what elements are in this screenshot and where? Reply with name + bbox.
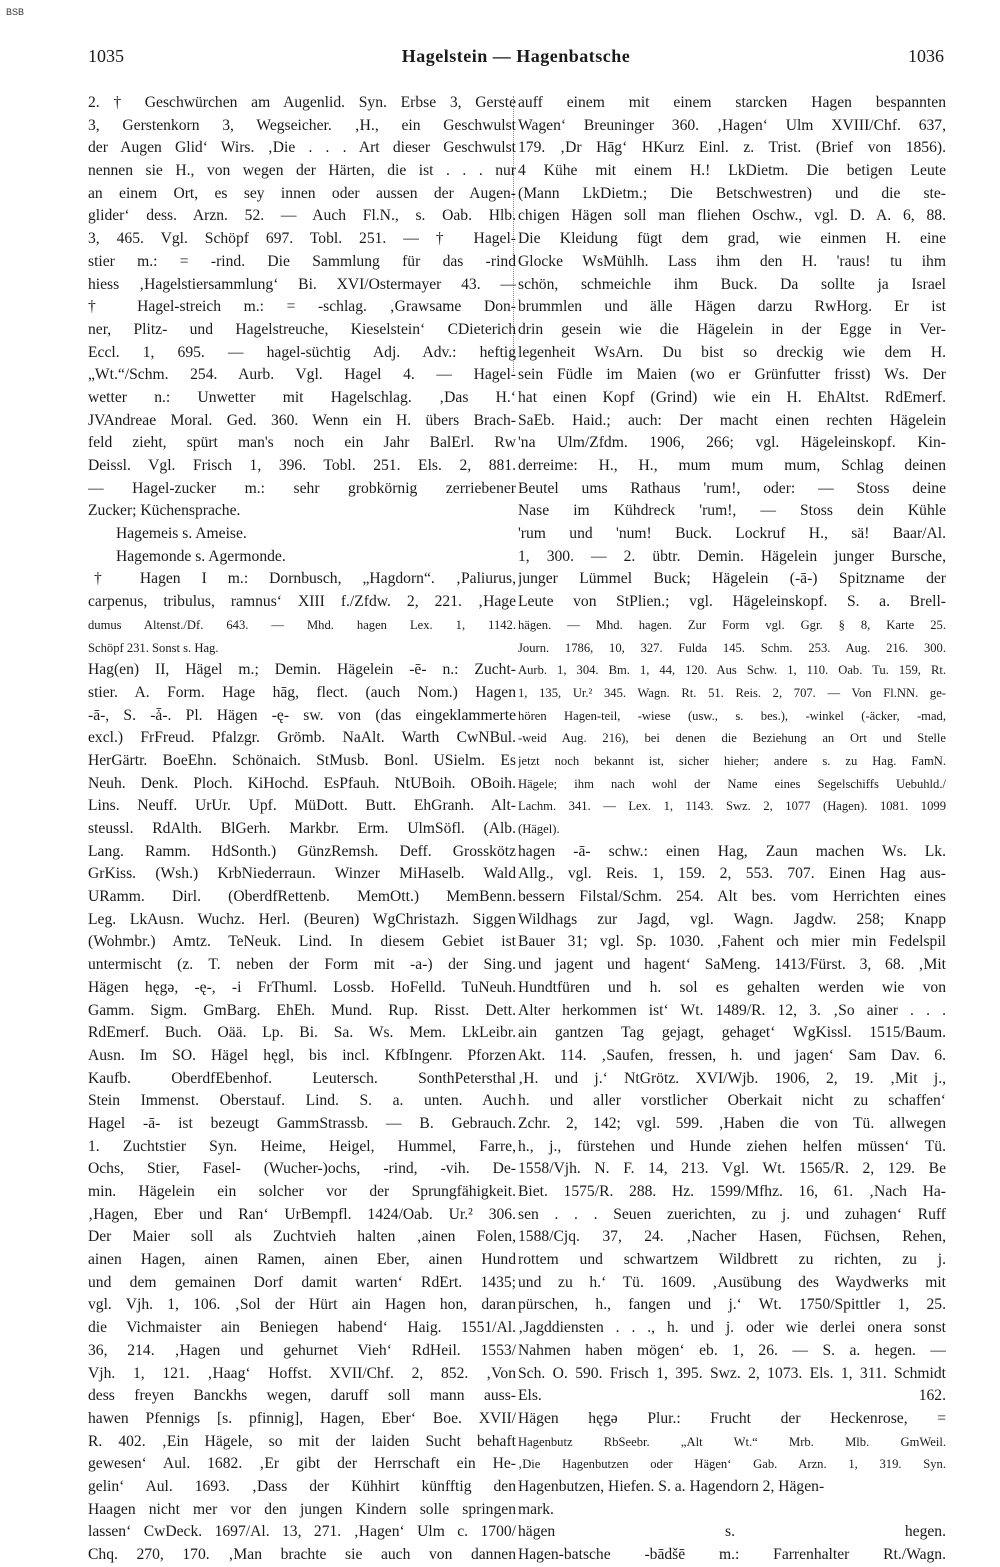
text-line: Lins. Neuff. UrUr. Upf. MüDott. Butt. EhGranh. Alt- <box>88 797 516 815</box>
text-line: Leg. LkAusn. Wuchz. Herl. (Beuren) WgChristazh. Siggen <box>88 910 516 928</box>
text-line: carpenus, tribulus, ramnus‘ XIII f./Zfdw. 2, 221. ‚Hage <box>88 593 516 611</box>
text-line: schön, schmeichle ihm Buck. Da sollte ja Israel <box>518 275 946 293</box>
text-line: hägen. — Mhd. hagen. Zur Form vgl. Ggr. § 8, Karte 25. <box>518 617 946 632</box>
text-line: stier. A. Form. Hage hāg, flect. (auch Nom.) Hagen <box>88 683 516 701</box>
text-line: Beutel ums Rathaus 'rum!, oder: — Stoss deine <box>518 479 946 497</box>
text-line: und dem gemainen Dorf damit warten‘ RdErt. 1435; <box>88 1273 516 1291</box>
text-line: junger Lümmel Buck; Hägelein (-ā-) Spitzname der <box>518 570 946 588</box>
text-line: Zucker; Küchensprache. <box>88 502 241 520</box>
text-line: hägen s. hegen. <box>518 1523 946 1541</box>
text-line: Zchr. 2, 142; vgl. 599. ‚Haben die von Tü. allwegen <box>518 1114 946 1132</box>
text-line: Ausn. Im SO. Hägel hęgl, bis incl. KfbIngenr. Pforzen <box>88 1046 516 1064</box>
left-column <box>88 92 516 1567</box>
text-line: chigen Hägen soll man fliehen Oschw., vgl. D. A. 6, 88. <box>518 207 946 225</box>
text-line: Wildhags zur Jagd, vgl. Wagn. Jagdw. 258; Knapp <box>518 910 946 928</box>
text-line: 1588/Cjq. 37, 24. ‚Nacher Hasen, Füchsen, Rehen, <box>518 1228 946 1246</box>
text-line: Hundtfüren und h. sol es gehalten werden wie von <box>518 978 946 996</box>
text-line: Nase im Kühdreck 'rum!, — Stoss dein Kühle <box>518 502 946 520</box>
text-line: — Hagel-zucker m.: sehr grobkörnig zerriebener <box>88 479 516 497</box>
text-line: (Hägel). <box>518 822 560 836</box>
text-line: SaEb. Haid.; auch: Der macht einen rechten Hägelein <box>518 411 946 429</box>
text-line: Aurb. 1, 304. Bm. 1, 44, 120. Aus Schw. 1, 110. Oab. Tu. 159, Rt. <box>518 663 946 678</box>
text-line: Bauer 31; vgl. Sp. 1030. ‚Fahent och mier min Fedelspil <box>518 933 946 951</box>
text-line: und jagent und hagent‘ SaMeng. 1413/Fürst. 3, 68. ‚Mit <box>518 956 946 974</box>
text-line: steussl. RdAlth. BlGerh. Markbr. Erm. UlmSöfl. (Alb. <box>88 820 516 837</box>
text-line: ‚Hagen, Eber und Ran‘ UrBempfl. 1424/Oab. Ur.² 306. <box>88 1205 516 1223</box>
text-line: jetzt noch bekannt ist, sicher hieher; andere s. zu Hag. FamN. <box>518 753 946 768</box>
text-line: Hagemeis s. Ameise. <box>116 525 247 543</box>
text-line: Der Maier soll als Zuchtvieh halten ‚ainen Folen, <box>88 1228 516 1246</box>
text-line: excl.) FrFreud. Pfalzgr. Grömb. NaAlt. Warth CwNBul. <box>88 729 516 747</box>
text-line: URamm. Dirl. (OberdfRettenb. MemOtt.) MemBenn. <box>88 888 516 906</box>
text-line: 179. ‚Dr Hāg‘ HKurz Einl. z. Trist. (Brief von 1856). <box>518 139 946 157</box>
text-line: wetter n.: Unwetter mit Hagelschlag. ‚Das H.‘ <box>88 388 516 406</box>
text-line: stier m.: = -rind. Die Sammlung für das -rind <box>88 252 516 270</box>
text-line: bessern Filstal/Schm. 254. Alt bes. vom Herrichten eines <box>518 888 946 906</box>
text-line: Ochs, Stier, Fasel- (Wucher-)ochs, -rind, -vih. De- <box>88 1160 516 1178</box>
text-line: ‚Jagddiensten . . ., h. und j. oder wie derlei onera sonst <box>518 1319 946 1337</box>
text-line: feld zieht, spürt man's noch ein Jahr BalErl. Rw <box>88 434 516 452</box>
text-line: Deissl. Vgl. Frisch 1, 396. Tobl. 251. Els. 2, 881. <box>88 457 516 474</box>
text-line: an einem Ort, es sey innen oder aussen der Augen- <box>88 184 516 202</box>
text-line: Kaufb. OberdfEbenhof. Leutersch. SonthPetersthal <box>88 1069 516 1087</box>
text-line: Sch. O. 590. Frisch 1, 395. Swz. 2, 1073. Els. 1, 311. Schmidt <box>518 1364 946 1382</box>
text-line: hawen Pfennigs [s. pfinnig], Hagen, Eber‘ Boe. XVII/ <box>88 1409 516 1427</box>
text-line: ain gantzen Tag gejagt, gehaget‘ WgKissl. 1515/Baum. <box>518 1024 946 1042</box>
text-line: h., j., fürstehen und Hunde ziehen helfen müssen‘ Tü. <box>518 1137 946 1155</box>
text-line: Wagen‘ Breuninger 360. ‚Hagen‘ Ulm XVIII/Chf. 637, <box>518 116 946 134</box>
text-line: gewesen‘ Aul. 1682. ‚Er gibt der Herrschaft ein He- <box>88 1455 516 1473</box>
text-line: Glocke WsMühlh. Lass ihm den H. 'raus! tu ihm <box>518 252 946 270</box>
text-line: Hag(en) II, Hägel m.; Demin. Hägelein -ē- n.: Zucht- <box>88 661 516 679</box>
text-line: GrKiss. (Wsh.) KrbNiederraun. Winzer MiHaselb. Wald <box>88 865 516 883</box>
text-line: derreime: H., H., mum mum mum, Schlag deinen <box>518 457 946 474</box>
text-line: (Wohmbr.) Amtz. TeNeuk. Lind. In diesem Gebiet ist <box>88 933 516 951</box>
right-column <box>518 92 946 1567</box>
page-number-right: 1036 <box>908 46 944 66</box>
text-line: Lang. Ramm. HdSonth.) GünzRemsh. Deff. Grosskötz <box>88 842 516 860</box>
text-line: hiess ‚Hagelstiersammlung‘ Bi. XVI/Ostermayer 43. — <box>88 275 516 293</box>
text-line: gelin‘ Aul. 1693. ‚Dass der Kühhirt künfftig den <box>88 1477 516 1495</box>
text-line: hat einen Kopf (Grind) wie ein H. EhAltst. RdEmerf. <box>518 388 946 406</box>
text-line: (Mann LkDietm.; Die Betschwestren) und die ste- <box>518 184 946 202</box>
text-line: h. und aller vorstlicher Oberkait nicht zu schaffen‘ <box>518 1092 946 1110</box>
text-line: 'rum und 'num! Buck. Lockruf H., sä! Baar/Al. <box>518 525 946 543</box>
text-line: glider‘ dess. Arzn. 52. — Auch Fl.N., s. Oab. Hlb. <box>88 207 516 225</box>
text-line: Biet. 1575/R. 288. Hz. 1599/Mfhz. 16, 61. ‚Nach Ha- <box>518 1183 946 1200</box>
text-line: nennen sie H., von wegen der Härten, die ist . . . nur <box>88 162 516 180</box>
text-line: sein Füdle im Maien (wo er Grünfutter frisst) Ws. Der <box>518 366 946 384</box>
text-line: Els. 162. <box>518 1387 946 1405</box>
text-line: RdEmerf. Buch. Oää. Lp. Bi. Sa. Ws. Mem. LkLeibr. <box>88 1024 516 1042</box>
text-line: untermischt (z. T. neben der Form mit -a-) der Sing. <box>88 956 516 974</box>
text-line: die Vichmaister ain Beniegen habend‘ Haig. 1551/Al. <box>88 1319 516 1337</box>
page-header <box>88 46 944 72</box>
text-line: Vjh. 1, 121. ‚Haag‘ Hoffst. XVII/Chf. 2, 852. ‚Von <box>88 1364 516 1382</box>
text-line: Hägen hęgə, -ę-, -i FrThuml. Lossb. HoFelld. TuNeuh. <box>88 978 516 996</box>
text-line: Eccl. 1, 695. — hagel-süchtig Adj. Adv.: heftig <box>88 343 516 361</box>
text-line: hören Hagen-teil, -wiese (usw., s. bes.), -winkel (-äcker, -mad, <box>518 708 946 723</box>
text-line: ‚H. und j.‘ NtGrötz. XVI/Wjb. 1906, 2, 19. ‚Mit j., <box>518 1069 946 1087</box>
text-line: Hagen-batsche -bādšē m.: Farrenhalter Rt./Wagn. <box>518 1546 946 1563</box>
text-line: rottem und schwartzem Wildbrett zu richten, zu j. <box>518 1251 946 1269</box>
text-line: hagen -ā- schw.: einen Hag, Zaun machen Ws. Lk. <box>518 842 946 860</box>
text-line: R. 402. ‚Ein Hägele, so mit der laiden Sucht behaft <box>88 1432 516 1450</box>
text-line: Chq. 270, 170. ‚Man brachte sie auch von dannen <box>88 1546 516 1563</box>
text-line: ainen Hagen, ainen Ramen, ainen Eber, ainen Hund <box>88 1251 516 1269</box>
text-line: Stein Immenst. Oberstauf. Lind. S. a. unten. Auch <box>88 1092 516 1110</box>
text-line: Lachm. 341. — Lex. 1, 1143. Swz. 2, 1077 (Hagen). 1081. 1099 <box>518 799 946 814</box>
text-line: Journ. 1786, 10, 327. Fulda 145. Schm. 253. Aug. 216. 300. <box>518 640 946 655</box>
text-line: ner, Plitz- und Hagelstreuche, Kieselstein‘ CDieterich <box>88 320 516 338</box>
text-line: Hägen hęgə Plur.: Frucht der Heckenrose, = <box>518 1409 946 1427</box>
text-line: Neuh. Denk. Ploch. KiHochd. EsPfauh. NtUBoih. OBoih. <box>88 774 516 792</box>
text-line: vgl. Vjh. 1, 106. ‚Sol der Hürt ain Hagen hon, daran <box>88 1296 516 1314</box>
text-line: 36, 214. ‚Hagen und gehurnet Vieh‘ RdHeil. 1553/ <box>88 1341 516 1359</box>
text-line: pürschen, h., fangen und j.‘ Wt. 1750/Spittler 1, 25. <box>518 1296 946 1314</box>
text-line: drin gesein wie die Hägelein in der Egge in Ver- <box>518 320 946 338</box>
text-line: dess freyen Banckhs wegen, daruff soll mann auss- <box>88 1387 516 1405</box>
text-line: „Wt.“/Schm. 254. Aurb. Vgl. Hagel 4. — Hagel- <box>88 366 516 384</box>
text-line: -weid Aug. 216), bei denen die Beziehung an Ort und Stelle <box>518 731 946 746</box>
text-line: 1. Zuchtstier Syn. Heime, Heigel, Hummel, Farre, <box>88 1137 516 1155</box>
text-line: auff einem mit einem starcken Hagen bespannten <box>518 94 946 111</box>
text-line: 3, Gerstenkorn 3, Wegseicher. ‚H., ein Geschwulst <box>88 116 516 134</box>
text-line: -ā-, S. -ǡ-. Pl. Hägen -ę- sw. von (das eingeklammerte <box>88 706 516 724</box>
text-line: Hagemonde s. Agermonde. <box>116 547 286 565</box>
text-line: JVAndreae Moral. Ged. 360. Wenn ein H. übers Brach- <box>88 411 516 429</box>
text-line: HerGärtr. BoeEhn. Schönaich. StMusb. Bonl. USielm. Es <box>88 751 516 769</box>
text-line: Die Kleidung fügt dem grad, wie einmen H. eine <box>518 230 946 248</box>
text-line: 2. † Geschwürchen am Augenlid. Syn. Erbse 3, Gerste <box>88 94 516 111</box>
text-line: 1, 135, Ur.² 345. Wagn. Rt. 51. Reis. 2, 707. — Von Fl.NN. ge- <box>518 685 946 700</box>
text-line: min. Hägelein ein solcher vor der Sprungfähigkeit. <box>88 1183 516 1200</box>
text-line: Nahmen haben mögen‘ eb. 1, 26. — S. a. hegen. — <box>518 1341 946 1359</box>
text-line: Schöpf 231. Sonst s. Hag. <box>88 640 219 655</box>
text-line: Akt. 114. ‚Saufen, fressen, h. und jagen‘ Sam Dav. 6. <box>518 1046 946 1064</box>
text-line: und zu h.‘ Tü. 1609. ‚Ausübung des Waydwerks mit <box>518 1273 946 1291</box>
text-line: sen . . . Seuen zuerichten, zu j. und zuhagen‘ Ruff <box>518 1205 946 1223</box>
text-line: Alter herkommen ist‘ Wt. 1489/R. 12, 3. ‚So ainer . . . <box>518 1001 946 1019</box>
text-line: dumus Altenst./Df. 643. — Mhd. hagen Lex. 1, 1142. <box>88 617 516 632</box>
text-line: † Hagen I m.: Dornbusch, „Hagdorn“. ‚Paliurus, <box>94 570 516 588</box>
text-line: ‚Die Hagenbutzen oder Hägen‘ Gab. Arzn. 1, 319. Syn. <box>518 1457 946 1472</box>
text-line: 1558/Vjh. N. F. 14, 213. Vgl. Wt. 1565/R. 2, 129. Be <box>518 1160 946 1178</box>
text-line: legenheit WsArn. Du bist so dreckig wie dem H. <box>518 343 946 361</box>
text-line: Hagenbutz RbSeebr. „Alt Wt.“ Mrb. Mlb. GmWeil. <box>518 1434 946 1449</box>
text-line: 'na Ulm/Zfdm. 1906, 266; vgl. Hägeleinskopf. Kin- <box>518 434 946 452</box>
text-line: Hägele; ihm nach wohl der Name eines Segelschiffs Uebuhld./ <box>518 776 946 791</box>
page-title: Hagelstein — Hagenbatsche <box>401 46 631 66</box>
text-line: mark. <box>518 1500 554 1518</box>
text-line: 3, 465. Vgl. Schöpf 697. Tobl. 251. — † Hagel- <box>88 230 516 248</box>
text-line: 4 Kühe mit einem H.! LkDietm. Die betigen Leute <box>518 162 946 180</box>
library-stamp: BSB <box>6 7 25 17</box>
text-line: Gamm. Sigm. GmBarg. EhEh. Mund. Rup. Risst. Dett. <box>88 1001 516 1019</box>
text-line: † Hagel-streich m.: = -schlag. ‚Grawsame Don- <box>88 298 516 316</box>
text-line: brummlen und älle Hägen darzu RwHorg. Er ist <box>518 298 946 316</box>
page-number-left: 1035 <box>88 46 124 66</box>
text-line: Allg., vgl. Reis. 1, 159. 2, 553. 707. Einen Hag aus- <box>518 865 946 883</box>
text-line: der Augen Glid‘ Wirs. ‚Die . . . Art dieser Geschwulst <box>88 139 516 157</box>
text-line: Hagenbutzen, Hiefen. S. a. Hagendorn 2, Hägen- <box>518 1477 825 1495</box>
text-line: Leute von StPlien.; vgl. Hägeleinskopf. S. a. Brell- <box>518 593 946 611</box>
text-line: Hagel -ā- ist bezeugt GammStrassb. — B. Gebrauch. <box>88 1114 516 1132</box>
text-line: Haagen nicht mer vor den jungen Kindern solle springen <box>88 1500 516 1518</box>
text-line: 1, 300. — 2. übtr. Demin. Hägelein junger Bursche, <box>518 547 946 565</box>
text-line: lassen‘ CwDeck. 1697/Al. 13, 271. ‚Hagen‘ Ulm c. 1700/ <box>88 1523 516 1541</box>
